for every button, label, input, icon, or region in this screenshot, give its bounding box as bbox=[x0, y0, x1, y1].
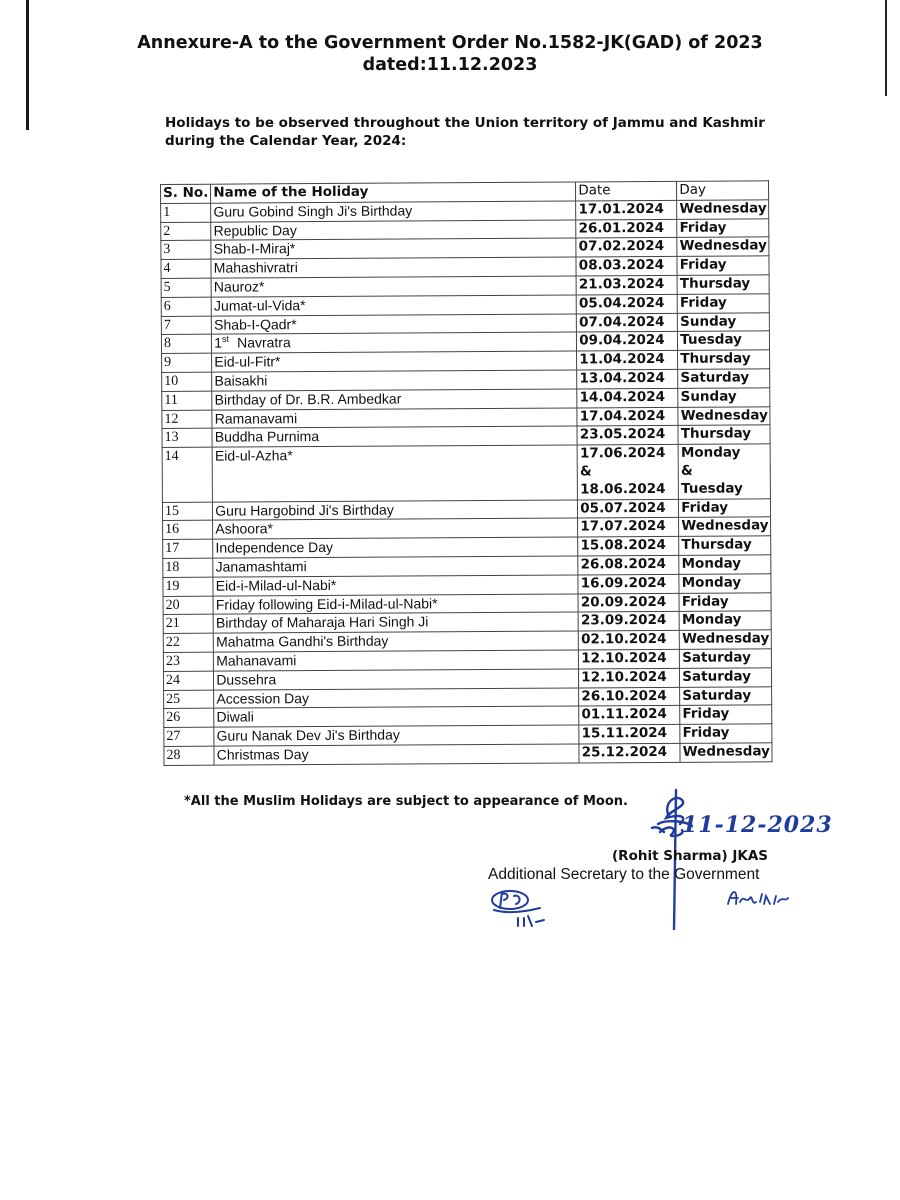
cell-holiday-name: Birthday of Dr. B.R. Ambedkar bbox=[212, 389, 577, 410]
day-line: & bbox=[680, 462, 693, 479]
cell-day: Friday bbox=[680, 724, 772, 743]
cell-day: Tuesday bbox=[678, 331, 770, 350]
cell-day bbox=[678, 444, 771, 499]
cell-day: Wednesday bbox=[680, 743, 772, 762]
handwritten-date: 11-12-2023 bbox=[682, 812, 833, 838]
cell-date: 21.03.2024 bbox=[576, 275, 677, 294]
cell-holiday-name bbox=[212, 332, 577, 353]
cell-sno: 26 bbox=[164, 708, 214, 727]
ordinal-suffix: st bbox=[221, 334, 230, 345]
document-title bbox=[0, 32, 900, 76]
cell-sno: 7 bbox=[161, 316, 211, 335]
cell-holiday-name: Baisakhi bbox=[212, 370, 577, 391]
cell-holiday-name: Diwali bbox=[214, 706, 579, 727]
cell-sno: 24 bbox=[163, 671, 213, 690]
cell-date: 26.08.2024 bbox=[578, 555, 679, 574]
initials-mark bbox=[722, 884, 792, 918]
cell-day: Saturday bbox=[680, 667, 772, 686]
cell-sno: 13 bbox=[162, 429, 212, 448]
cell-sno: 5 bbox=[161, 278, 211, 297]
cell-holiday-name: Birthday of Maharaja Hari Singh Ji bbox=[213, 612, 578, 633]
cell-date: 12.10.2024 bbox=[579, 668, 680, 687]
cell-holiday-name: Guru Nanak Dev Ji's Birthday bbox=[214, 725, 579, 746]
cell-date: 05.04.2024 bbox=[576, 294, 677, 313]
table-row bbox=[162, 444, 771, 502]
cell-holiday-name: Shab-I-Qadr* bbox=[212, 314, 577, 335]
cell-day: Friday bbox=[677, 294, 769, 313]
cell-day: Wednesday bbox=[677, 200, 769, 219]
cell-holiday-name: Buddha Purnima bbox=[212, 426, 577, 447]
cell-day: Thursday bbox=[678, 350, 770, 369]
cell-sno: 1 bbox=[161, 203, 211, 222]
date-line: 17.06.2024 bbox=[579, 445, 666, 462]
cell-holiday-name: Eid-ul-Fitr* bbox=[212, 351, 577, 372]
column-header-date: Date bbox=[576, 181, 677, 200]
signatory-designation: Additional Secretary to the Government bbox=[488, 866, 760, 883]
cell-sno: 15 bbox=[162, 502, 212, 521]
cell-sno: 23 bbox=[163, 652, 213, 671]
cell-holiday-name: Ashoora* bbox=[213, 518, 578, 539]
cell-sno: 20 bbox=[163, 596, 213, 615]
cell-holiday-name: Ramanavami bbox=[212, 408, 577, 429]
title-line-1: Annexure-A to the Government Order No.1582-JK(GAD) of 2023 bbox=[137, 33, 763, 53]
cell-sno: 21 bbox=[163, 615, 213, 634]
cell-holiday-name: Mahanavami bbox=[214, 650, 579, 671]
cell-date: 15.11.2024 bbox=[579, 724, 680, 743]
footnote: *All the Muslim Holidays are subject to appearance of Moon. bbox=[184, 794, 628, 809]
date-line: & bbox=[579, 463, 592, 480]
cell-holiday-name: Jumat-ul-Vida* bbox=[211, 295, 576, 316]
cell-date: 02.10.2024 bbox=[579, 630, 680, 649]
title-line-2: dated:11.12.2023 bbox=[362, 55, 538, 75]
cell-day: Monday bbox=[679, 574, 771, 593]
cell-date: 15.08.2024 bbox=[578, 536, 679, 555]
cell-date: 14.04.2024 bbox=[577, 388, 678, 407]
cell-day: Friday bbox=[679, 498, 771, 517]
cell-date: 23.09.2024 bbox=[578, 612, 679, 631]
cell-day: Sunday bbox=[678, 388, 770, 407]
signatory-name: (Rohit Sharma) JKAS bbox=[612, 848, 769, 864]
cell-sno: 14 bbox=[162, 447, 213, 502]
holiday-name-text: Navratra bbox=[237, 334, 291, 351]
cell-sno: 19 bbox=[163, 577, 213, 596]
cell-date: 11.04.2024 bbox=[577, 351, 678, 370]
cell-day: Monday bbox=[679, 611, 771, 630]
table-body bbox=[161, 200, 773, 766]
intro-line-2: during the Calendar Year, 2024: bbox=[165, 133, 407, 149]
cell-day: Sunday bbox=[678, 312, 770, 331]
cell-sno: 6 bbox=[161, 297, 211, 316]
cell-day: Wednesday bbox=[680, 630, 772, 649]
cell-date: 23.05.2024 bbox=[577, 426, 678, 445]
cell-date: 05.07.2024 bbox=[578, 499, 679, 518]
cell-holiday-name: Shab-I-Miraj* bbox=[211, 238, 576, 259]
cell-date: 17.07.2024 bbox=[578, 518, 679, 537]
ordinal-number: 1 bbox=[214, 334, 223, 352]
cell-sno: 4 bbox=[161, 259, 211, 278]
cell-sno: 3 bbox=[161, 241, 211, 260]
cell-holiday-name: Republic Day bbox=[211, 220, 576, 241]
cell-sno: 11 bbox=[162, 391, 212, 410]
cell-date: 13.04.2024 bbox=[577, 369, 678, 388]
cell-holiday-name: Eid-i-Milad-ul-Nabi* bbox=[213, 575, 578, 596]
cell-sno: 2 bbox=[161, 222, 211, 241]
cell-holiday-name: Eid-ul-Azha* bbox=[212, 445, 577, 502]
cell-date: 01.11.2024 bbox=[579, 706, 680, 725]
cell-sno: 18 bbox=[163, 558, 213, 577]
cell-day: Saturday bbox=[680, 649, 772, 668]
cell-holiday-name: Dussehra bbox=[214, 669, 579, 690]
cell-holiday-name: Mahashivratri bbox=[211, 257, 576, 278]
date-line: 18.06.2024 bbox=[580, 480, 666, 498]
cell-date: 17.01.2024 bbox=[576, 200, 677, 219]
cell-date: 07.04.2024 bbox=[577, 313, 678, 332]
cell-day: Thursday bbox=[678, 425, 770, 444]
cell-holiday-name: Accession Day bbox=[214, 687, 579, 708]
cell-date: 26.01.2024 bbox=[576, 219, 677, 238]
cell-sno: 10 bbox=[162, 372, 212, 391]
cell-sno: 27 bbox=[164, 727, 214, 746]
cell-holiday-name: Friday following Eid-i-Milad-ul-Nabi* bbox=[213, 593, 578, 614]
cell-holiday-name: Nauroz* bbox=[211, 276, 576, 297]
cell-sno: 28 bbox=[164, 746, 214, 765]
cell-sno: 8 bbox=[161, 335, 211, 354]
initials-mark bbox=[484, 886, 564, 932]
holiday-table-wrapper bbox=[160, 180, 773, 765]
cell-day: Saturday bbox=[678, 369, 770, 388]
column-header-day: Day bbox=[677, 181, 769, 200]
cell-date: 12.10.2024 bbox=[579, 649, 680, 668]
cell-date: 25.12.2024 bbox=[579, 743, 680, 762]
day-line: Monday bbox=[680, 444, 741, 461]
day-line: Tuesday bbox=[681, 480, 743, 497]
cell-day: Thursday bbox=[677, 275, 769, 294]
cell-sno: 17 bbox=[163, 539, 213, 558]
cell-day: Monday bbox=[679, 555, 771, 574]
intro-line-1: Holidays to be observed throughout the Union territory of Jammu and Kashmir bbox=[165, 115, 765, 131]
cell-date: 16.09.2024 bbox=[578, 574, 679, 593]
cell-sno: 22 bbox=[163, 633, 213, 652]
cell-day: Saturday bbox=[680, 686, 772, 705]
cell-sno: 9 bbox=[162, 353, 212, 372]
column-header-name: Name of the Holiday bbox=[211, 182, 576, 203]
column-header-sno: S. No. bbox=[161, 184, 211, 203]
cell-date: 20.09.2024 bbox=[578, 593, 679, 612]
cell-date: 07.02.2024 bbox=[576, 238, 677, 257]
cell-day: Friday bbox=[677, 256, 769, 275]
table-row bbox=[164, 743, 773, 766]
cell-date bbox=[577, 444, 678, 499]
cell-holiday-name: Mahatma Gandhi's Birthday bbox=[214, 631, 579, 652]
cell-day: Thursday bbox=[679, 536, 771, 555]
cell-sno: 25 bbox=[164, 690, 214, 709]
cell-day: Wednesday bbox=[678, 406, 770, 425]
cell-day: Wednesday bbox=[677, 237, 769, 256]
cell-sno: 16 bbox=[163, 521, 213, 540]
cell-date: 08.03.2024 bbox=[576, 257, 677, 276]
cell-date: 09.04.2024 bbox=[577, 332, 678, 351]
holiday-table bbox=[160, 180, 773, 765]
cell-day: Friday bbox=[679, 592, 771, 611]
cell-holiday-name: Guru Hargobind Ji's Birthday bbox=[213, 500, 578, 521]
intro-text bbox=[165, 114, 805, 150]
cell-holiday-name: Guru Gobind Singh Ji's Birthday bbox=[211, 201, 576, 222]
cell-holiday-name: Christmas Day bbox=[214, 744, 579, 765]
cell-day: Friday bbox=[680, 705, 772, 724]
cell-date: 26.10.2024 bbox=[579, 687, 680, 706]
cell-day: Friday bbox=[677, 218, 769, 237]
cell-day: Wednesday bbox=[679, 517, 771, 536]
cell-holiday-name: Independence Day bbox=[213, 537, 578, 558]
cell-date: 17.04.2024 bbox=[577, 407, 678, 426]
cell-sno: 12 bbox=[162, 410, 212, 429]
cell-holiday-name: Janamashtami bbox=[213, 556, 578, 577]
